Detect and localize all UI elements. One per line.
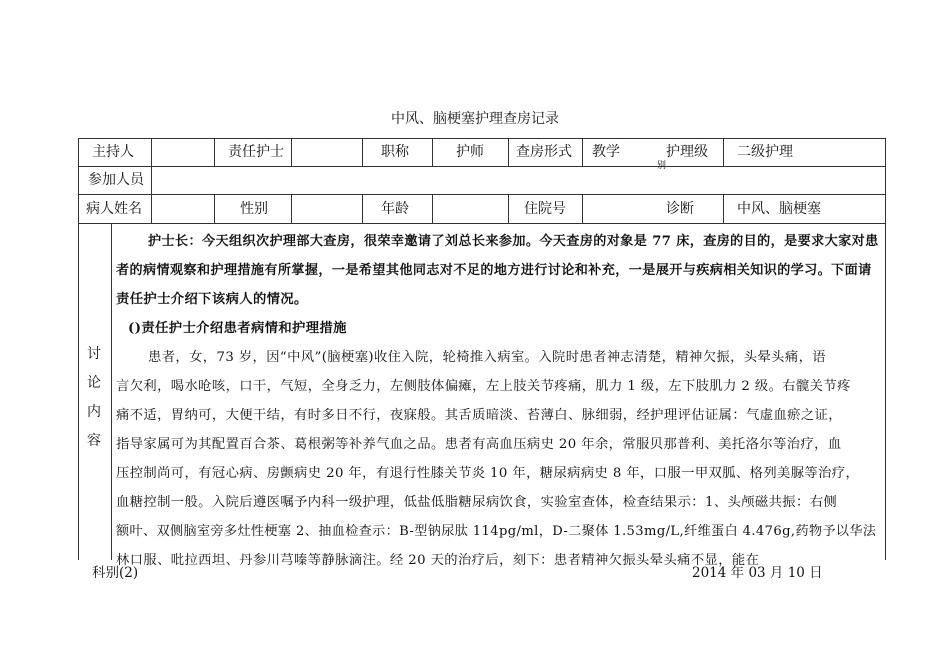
intro-line: 护士长：今天组织次护理部大查房，很荣幸邀请了刘总长来参加。今天查房的对象是 77 床，查房的目的，是要求大家对患	[148, 234, 879, 249]
form-value: 教学	[592, 144, 620, 160]
discussion-content-label	[86, 340, 102, 456]
case-line: 指导家属可为其配置百合茶、葛根粥等补养气血之品。患者有高血压病史 20 年余，常服贝那普利、美托洛尔等治疗，血	[116, 437, 842, 452]
participants-label: 参加人员	[88, 172, 144, 188]
cell-divider	[723, 138, 724, 167]
nurse-label: 责任护士	[228, 144, 284, 160]
cell-divider	[582, 194, 583, 223]
document-title: 中风、脑梗塞护理查房记录	[391, 111, 559, 127]
host-label: 主持人	[92, 144, 134, 160]
table-border-left	[78, 138, 79, 560]
row-divider	[78, 194, 886, 195]
side-char: 内	[87, 404, 101, 420]
cell-divider	[214, 138, 215, 167]
form-label: 查房形式	[516, 144, 572, 160]
diagnosis-value: 中风、脑梗塞	[737, 201, 821, 217]
row-divider	[78, 223, 886, 224]
cell-divider	[362, 194, 363, 223]
case-line: 言欠利，喝水呛咳，口干，气短，全身乏力，左侧肢体偏瘫，左上肢关节疼痛，肌力 1 级，左下肢肌力 2 级。右髋关节疼	[116, 379, 851, 394]
footer-date: 2014 年 03 月 10 日	[692, 565, 823, 581]
side-char: 容	[87, 433, 101, 449]
patient-name-label: 病人姓名	[86, 201, 142, 217]
case-line: 患者，女，73 岁，因“中风”(脑梗塞)收住入院，轮椅推入病室。入院时患者神志清楚，精神欠振，头晕头痛，语	[148, 350, 826, 365]
cell-divider	[582, 138, 583, 167]
level-label: 护理级	[666, 144, 708, 160]
level-value: 二级护理	[737, 144, 793, 160]
case-line: 血糖控制一般。入院后遵医嘱予内科一级护理，低盐低脂糖尿病饮食，实验室查体，检查结果示：1、头颅磁共振：右侧	[116, 495, 838, 510]
case-line: 林口服、吡拉西坦、丹参川芎嗪等静脉滴注。经 20 天的治疗后，刻下：患者精神欠振头晕头痛不显，能在	[116, 553, 760, 568]
row-divider	[78, 166, 886, 167]
cell-divider	[151, 166, 152, 195]
cell-divider	[151, 138, 152, 167]
section-heading: ()责任护士介绍患者病情和护理措施	[128, 321, 347, 336]
intro-line: 责任护士介绍下该病人的情况。	[116, 292, 308, 307]
position-value: 护师	[456, 144, 484, 160]
case-line: 压控制尚可，有冠心病、房颤病史 20 年，有退行性膝关节炎 10 年，糖尿病病史 8 年，口服一甲双胍、格列美脲等治疗，	[116, 466, 860, 481]
content-divider	[111, 223, 112, 560]
cell-divider	[291, 138, 292, 167]
admission-number-label: 住院号	[524, 201, 566, 217]
case-line: 额叶、双侧脑室旁多灶性梗塞 2、抽血检查示：B-型钠尿肽 114pg/ml，D-二聚体 1.53mg/L,纤维蛋白 4.476g,药物予以华法	[116, 524, 877, 539]
cell-divider	[432, 138, 433, 167]
cell-divider	[151, 194, 152, 223]
sex-label: 性别	[240, 201, 268, 217]
diagnosis-label: 诊断	[666, 201, 694, 217]
cell-divider	[432, 194, 433, 223]
side-char: 讨	[87, 346, 101, 362]
cell-divider	[214, 194, 215, 223]
age-label: 年龄	[381, 201, 409, 217]
side-char: 论	[87, 375, 101, 391]
level-label-fragment: 别	[657, 161, 667, 171]
cell-divider	[508, 194, 509, 223]
discussion-body	[116, 227, 882, 575]
cell-divider	[362, 138, 363, 167]
position-label: 职称	[381, 144, 409, 160]
case-line: 痛不适，胃纳可，大便干结，有时多日不行，夜寐般。其舌质暗淡、苔薄白、脉细弱，经护理评估证属：气虚血瘀之证，	[116, 408, 842, 423]
intro-line: 者的病情观察和护理措施有所掌握，一是希望其他同志对不足的地方进行讨论和补充，一是展开与疾病相关知识的学习。下面请	[116, 263, 872, 278]
cell-divider	[508, 138, 509, 167]
cell-divider	[723, 194, 724, 223]
cell-divider	[291, 194, 292, 223]
table-border-right	[885, 138, 886, 560]
footer-department: 科别(2)	[92, 565, 139, 581]
table-border-top	[78, 138, 886, 139]
